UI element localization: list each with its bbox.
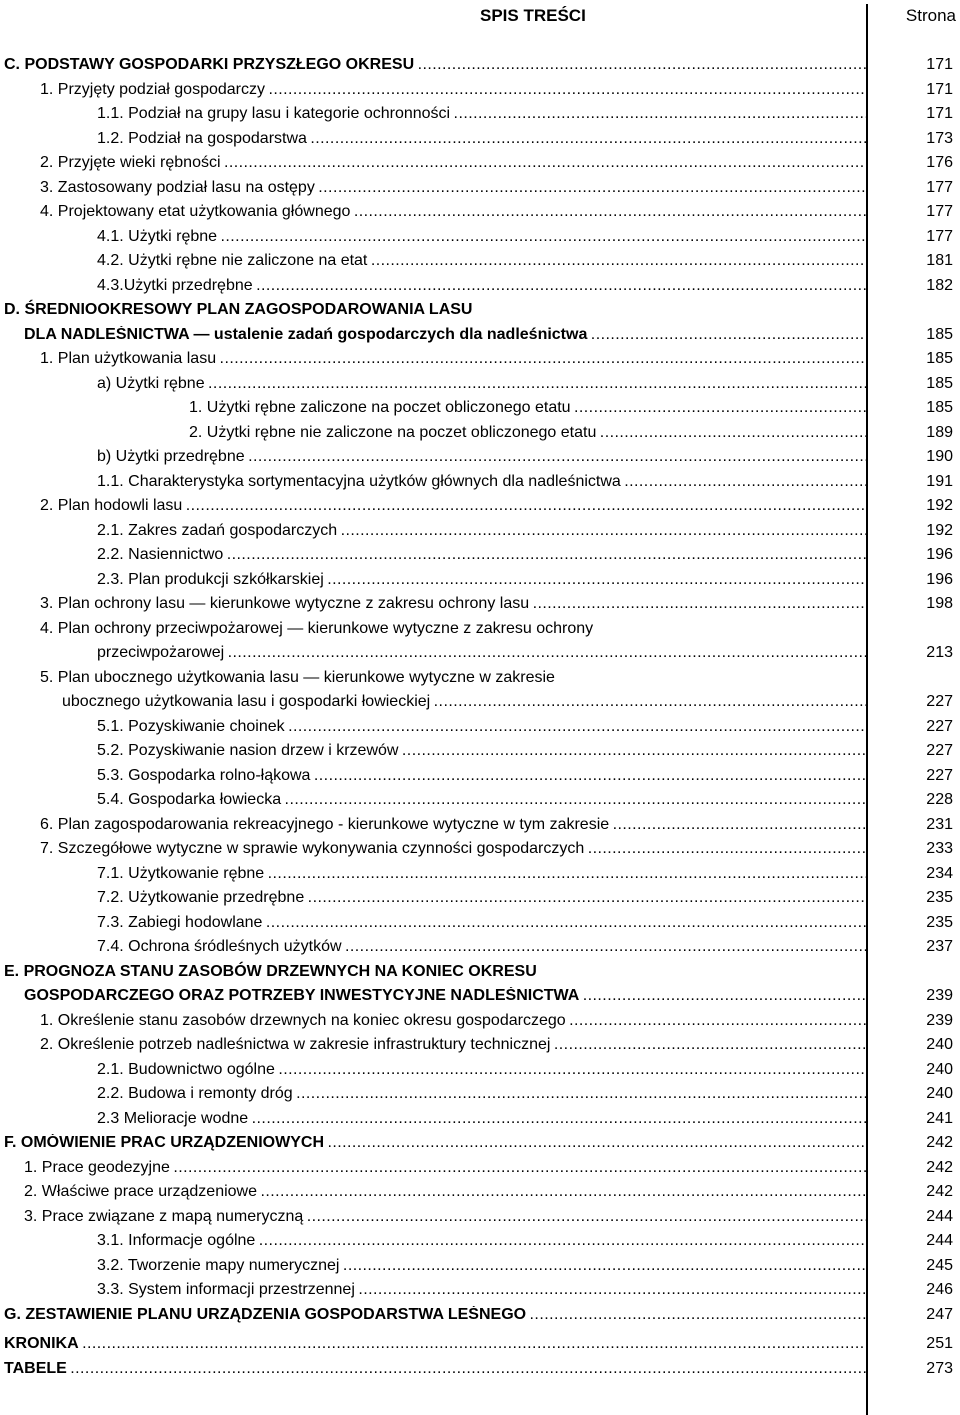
toc-entry-text: GOSPODARCZEGO ORAZ POTRZEBY INWESTYCYJNE NADLEŚNICTWA (24, 987, 580, 1004)
toc-entry-label (4, 1306, 866, 1325)
toc-entry-text: E. PROGNOZA STANU ZASOBÓW DRZEWNYCH NA KONIEC OKRESU (4, 962, 537, 980)
toc-entry-label (189, 424, 866, 443)
toc-entry[interactable] (0, 347, 960, 372)
toc-entry-label (4, 301, 866, 320)
toc-entry-label (97, 742, 866, 761)
page-column-label: Strona (905, 6, 956, 25)
toc-entry-text: 3. Prace związane z mapą numeryczną (24, 1207, 304, 1225)
toc-entry-text: 4.1. Użytki rębne (97, 227, 218, 245)
toc-entry-page-number: 227 (926, 766, 953, 784)
toc-entry-page-number: 177 (926, 227, 953, 245)
toc-entry-label (97, 938, 866, 957)
toc-entry[interactable] (0, 519, 960, 544)
toc-entry[interactable] (0, 690, 960, 715)
toc-entry-text: 1. Przyjęty podział gospodarczy (40, 80, 265, 98)
toc-entry[interactable] (0, 764, 960, 789)
toc-entry[interactable] (0, 78, 960, 103)
toc-entry-label (97, 767, 866, 786)
toc-entry-label (97, 1232, 866, 1251)
toc-entry-page-number: 235 (926, 913, 953, 931)
toc-entry-text: 5. Plan ubocznego użytkowania lasu — kierunkowe wytyczne w zakresie (40, 668, 555, 686)
toc-entry-label (97, 228, 866, 247)
toc-entry-page-number: 242 (926, 1183, 953, 1200)
toc-entry[interactable] (0, 1058, 960, 1083)
toc-entry-page-number: 177 (926, 178, 953, 196)
toc-entry-page-number: 196 (926, 546, 953, 563)
toc-entry-label (97, 375, 866, 394)
toc-entry-text: 1. Określenie stanu zasobów drzewnych na koniec okresu gospodarczego (40, 1011, 566, 1029)
toc-entry-text: 7.1. Użytkowanie rębne (97, 864, 265, 882)
toc-entry[interactable] (0, 102, 960, 127)
toc-entry[interactable] (0, 960, 960, 985)
toc-entry-text: 1. Prace geodezyjne (24, 1158, 170, 1176)
toc-entry[interactable] (0, 249, 960, 274)
toc-entry-label (97, 1257, 866, 1276)
toc-entry-page-number: 190 (926, 448, 953, 465)
toc-entry-page-number: 171 (926, 80, 953, 98)
toc-entry-text: 4. Projektowany etat użytkowania głównego (40, 203, 351, 220)
toc-entry[interactable] (0, 1229, 960, 1254)
toc-entry[interactable] (0, 911, 960, 936)
toc-entry[interactable] (0, 739, 960, 764)
toc-entry-label (97, 522, 866, 541)
toc-entry[interactable] (0, 470, 960, 495)
toc-entry-text: 2.2. Budowa i remonty dróg (97, 1085, 293, 1102)
toc-entry-label (97, 644, 866, 663)
toc-entry[interactable] (0, 617, 960, 642)
table-of-contents (0, 53, 960, 1381)
toc-entry-text: 2.1. Budownictwo ogólne (97, 1060, 275, 1078)
toc-entry-text: 2. Przyjęte wieki rębności (40, 154, 221, 171)
toc-entry-page-number: 239 (926, 1011, 953, 1029)
toc-entry-label (40, 840, 866, 859)
toc-entry-label (40, 350, 866, 369)
toc-entry-label (97, 105, 866, 124)
toc-entry-page-number: 234 (926, 864, 953, 882)
toc-entry-text: 7.3. Zabiegi hodowlane (97, 913, 263, 931)
toc-entry[interactable] (0, 666, 960, 691)
toc-entry[interactable] (0, 1156, 960, 1181)
toc-entry[interactable] (0, 543, 960, 568)
toc-entry[interactable] (0, 372, 960, 397)
toc-entry-page-number: 185 (926, 325, 953, 343)
toc-entry-page-number: 241 (926, 1109, 953, 1127)
toc-entry-text: 2. Użytki rębne nie zaliczone na poczet obliczonego etatu (189, 423, 597, 441)
toc-entry-text: b) Użytki przedrębne (97, 448, 245, 465)
toc-entry-text: 5.4. Gospodarka łowiecka (97, 791, 282, 808)
toc-entry[interactable] (0, 1254, 960, 1279)
toc-entry-text: 1. Użytki rębne zaliczone na poczet obliczonego etatu (189, 399, 571, 416)
toc-entry[interactable] (0, 323, 960, 348)
toc-entry[interactable] (0, 1205, 960, 1230)
toc-entry-text: 4. Plan ochrony przeciwpożarowej — kierunkowe wytyczne z zakresu ochrony (40, 619, 594, 637)
toc-entry[interactable] (0, 715, 960, 740)
toc-entry-page-number: 240 (926, 1085, 953, 1102)
toc-entry[interactable] (0, 176, 960, 201)
toc-entry[interactable] (0, 53, 960, 78)
toc-entry[interactable] (0, 151, 960, 176)
toc-entry-text: przeciwpożarowej (97, 644, 225, 661)
toc-entry-label (40, 81, 866, 100)
toc-entry[interactable] (0, 1107, 960, 1132)
toc-entry[interactable] (0, 788, 960, 813)
toc-entry[interactable] (0, 1082, 960, 1107)
toc-entry-text: 2.3 Melioracje wodne (97, 1109, 249, 1127)
toc-entry-text: ubocznego użytkowania lasu i gospodarki łowieckiej (62, 693, 431, 710)
toc-entry-text: 7.4. Ochrona śródleśnych użytków (97, 938, 342, 955)
toc-entry[interactable] (0, 837, 960, 862)
toc-entry-page-number: 246 (926, 1281, 953, 1298)
toc-entry-page-number: 235 (926, 889, 953, 906)
toc-entry-page-number: 185 (926, 350, 953, 367)
toc-entry-text: 2. Określenie potrzeb nadleśnictwa w zakresie infrastruktury technicznej (40, 1036, 551, 1053)
toc-entry-label (40, 1012, 866, 1031)
toc-entry-label (97, 718, 866, 737)
toc-entry-page-number: 181 (926, 252, 953, 269)
toc-entry-label (40, 497, 866, 516)
toc-entry-page-number: 251 (926, 1335, 953, 1352)
toc-entry[interactable] (0, 274, 960, 299)
toc-entry-label (97, 277, 866, 296)
toc-entry-text: 1.2. Podział na gospodarstwa (97, 129, 307, 147)
toc-entry-label (4, 56, 866, 75)
toc-entry-text: 3. Plan ochrony lasu — kierunkowe wytyczne z zakresu ochrony lasu (40, 595, 530, 612)
toc-entry-page-number: 233 (926, 840, 953, 857)
toc-entry[interactable] (0, 1332, 960, 1357)
toc-entry-page-number: 182 (926, 276, 953, 294)
toc-entry-page-number: 196 (926, 570, 953, 588)
toc-entry-label (97, 914, 866, 933)
toc-entry-page-number: 242 (926, 1158, 953, 1176)
toc-entry-page-number: 240 (926, 1060, 953, 1078)
toc-entry-text: 1.1. Podział na grupy lasu i kategorie ochronności (97, 105, 451, 122)
toc-entry-page-number: 244 (926, 1207, 953, 1225)
toc-entry-label (97, 546, 866, 565)
toc-entry-page-number: 173 (926, 129, 953, 147)
toc-entry-page-number: 244 (926, 1232, 953, 1249)
toc-entry-page-number: 191 (926, 472, 953, 490)
toc-entry[interactable] (0, 396, 960, 421)
toc-entry-page-number: 176 (926, 154, 953, 171)
toc-entry-page-number: 231 (926, 815, 953, 833)
toc-entry-text: 1. Plan użytkowania lasu (40, 350, 217, 367)
toc-entry-page-number: 227 (926, 742, 953, 759)
toc-entry-label (40, 620, 866, 639)
toc-entry-text: 3. Zastosowany podział lasu na ostępy (40, 178, 315, 196)
toc-entry-text: 3.3. System informacji przestrzennej (97, 1281, 355, 1298)
toc-entry[interactable] (0, 1009, 960, 1034)
toc-entry-label (189, 399, 866, 418)
toc-entry-page-number: 227 (926, 717, 953, 735)
toc-entry-label (24, 326, 866, 345)
toc-entry-text: 1.1. Charakterystyka sortymentacyjna użytków głównych dla nadleśnictwa (97, 472, 621, 490)
toc-entry-label (4, 963, 866, 982)
toc-entry[interactable] (0, 1303, 960, 1328)
toc-entry-text: 2.1. Zakres zadań gospodarczych (97, 521, 338, 539)
toc-entry-label (97, 252, 866, 271)
toc-entry[interactable] (0, 1180, 960, 1205)
toc-entry-page-number: 240 (926, 1036, 953, 1053)
toc-entry-page-number: 213 (926, 644, 953, 661)
toc-entry-label (97, 1281, 866, 1300)
toc-entry-label (97, 1061, 866, 1080)
toc-entry-label (4, 1335, 866, 1354)
toc-entry-label (97, 571, 866, 590)
toc-entry-page-number: 192 (926, 497, 953, 514)
toc-entry[interactable] (0, 641, 960, 666)
toc-entry[interactable] (0, 568, 960, 593)
toc-title: SPIS TREŚCI (480, 6, 586, 25)
toc-entry-page-number: 171 (926, 105, 953, 122)
toc-entry-label (97, 791, 866, 810)
toc-entry-text: 2. Plan hodowli lasu (40, 497, 183, 514)
toc-entry-label (97, 865, 866, 884)
toc-entry-page-number: 189 (926, 423, 953, 441)
toc-entry[interactable] (0, 494, 960, 519)
toc-entry-label (4, 1360, 866, 1379)
toc-entry[interactable] (0, 862, 960, 887)
toc-entry-page-number: 185 (926, 399, 953, 416)
toc-entry-page-number: 171 (926, 56, 953, 73)
toc-entry-text: D. ŚREDNIOOKRESOWY PLAN ZAGOSPODAROWANIA LASU (4, 301, 473, 318)
toc-entry-label (24, 987, 866, 1006)
toc-entry-page-number: 245 (926, 1256, 953, 1274)
toc-entry-label (97, 1110, 866, 1129)
toc-entry-text: 2.2. Nasiennictwo (97, 546, 224, 563)
toc-entry[interactable] (0, 1357, 960, 1382)
toc-entry-page-number: 228 (926, 791, 953, 808)
toc-entry-label (4, 1134, 866, 1153)
toc-entry-text: a) Użytki rębne (97, 374, 205, 392)
toc-entry[interactable] (0, 886, 960, 911)
toc-entry-label (97, 448, 866, 467)
toc-entry-page-number: 242 (926, 1134, 953, 1151)
toc-entry-text: G. ZESTAWIENIE PLANU URZĄDZENIA GOSPODARSTWA LEŚNEGO (4, 1305, 527, 1323)
toc-entry-label (40, 816, 866, 835)
toc-entry-text: 5.2. Pozyskiwanie nasion drzew i krzewów (97, 742, 399, 759)
toc-entry-text: 6. Plan zagospodarowania rekreacyjnego - kierunkowe wytyczne w tym zakresie (40, 815, 610, 833)
toc-entry[interactable] (0, 935, 960, 960)
toc-entry[interactable] (0, 984, 960, 1009)
toc-entry-text: 7. Szczegółowe wytyczne w sprawie wykonywania czynności gospodarczych (40, 840, 585, 857)
toc-entry-text: 2. Właściwe prace urządzeniowe (24, 1183, 257, 1200)
toc-entry[interactable] (0, 127, 960, 152)
toc-entry-page-number: 273 (926, 1359, 953, 1377)
toc-entry-page-number: 227 (926, 693, 953, 710)
toc-entry-label (24, 1159, 866, 1178)
toc-entry-page-number: 185 (926, 374, 953, 392)
toc-entry-page-number: 247 (926, 1305, 953, 1323)
toc-entry-label (40, 1036, 866, 1055)
toc-entry-text: TABELE (4, 1359, 67, 1377)
toc-entry[interactable] (0, 1033, 960, 1058)
toc-entry-label (40, 154, 866, 173)
toc-entry[interactable] (0, 421, 960, 446)
toc-entry-text: 3.1. Informacje ogólne (97, 1232, 256, 1249)
toc-entry-text: 5.1. Pozyskiwanie choinek (97, 717, 285, 735)
toc-entry[interactable] (0, 445, 960, 470)
toc-entry-label (97, 130, 866, 149)
toc-entry-text: 4.2. Użytki rębne nie zaliczone na etat (97, 252, 368, 269)
toc-entry[interactable] (0, 592, 960, 617)
toc-entry-label (62, 693, 866, 712)
toc-entry-text: 4.3.Użytki przedrębne (97, 276, 253, 294)
toc-entry[interactable] (0, 813, 960, 838)
toc-entry-page-number: 177 (926, 203, 953, 220)
toc-entry-text: 5.3. Gospodarka rolno-łąkowa (97, 766, 311, 784)
toc-entry-text: C. PODSTAWY GOSPODARKI PRZYSZŁEGO OKRESU (4, 56, 415, 73)
toc-entry-label (40, 203, 866, 222)
toc-entry-page-number: 239 (926, 987, 953, 1004)
toc-entry[interactable] (0, 1278, 960, 1303)
toc-entry[interactable] (0, 298, 960, 323)
toc-entry-text: 3.2. Tworzenie mapy numerycznej (97, 1256, 340, 1274)
toc-entry-label (97, 473, 866, 492)
toc-entry-label (97, 889, 866, 908)
toc-entry-label (40, 595, 866, 614)
toc-entry-page-number: 237 (926, 938, 953, 955)
toc-entry[interactable] (0, 200, 960, 225)
toc-entry[interactable] (0, 1131, 960, 1156)
toc-entry-label (97, 1085, 866, 1104)
toc-entry-text: F. OMÓWIENIE PRAC URZĄDZENIOWYCH (4, 1134, 324, 1151)
toc-entry-text: 7.2. Użytkowanie przedrębne (97, 889, 305, 906)
toc-entry-page-number: 198 (926, 595, 953, 612)
toc-entry-label (24, 1183, 866, 1202)
toc-entry-page-number: 192 (926, 521, 953, 539)
toc-entry-label (24, 1208, 866, 1227)
toc-entry-label (40, 669, 866, 688)
toc-entry-text: DLA NADLEŚNICTWA — ustalenie zadań gospodarczych dla nadleśnictwa (24, 325, 588, 343)
toc-entry[interactable] (0, 225, 960, 250)
toc-entry-label (40, 179, 866, 198)
toc-entry-text: 2.3. Plan produkcji szkółkarskiej (97, 570, 324, 588)
toc-entry-text: KRONIKA (4, 1335, 79, 1352)
